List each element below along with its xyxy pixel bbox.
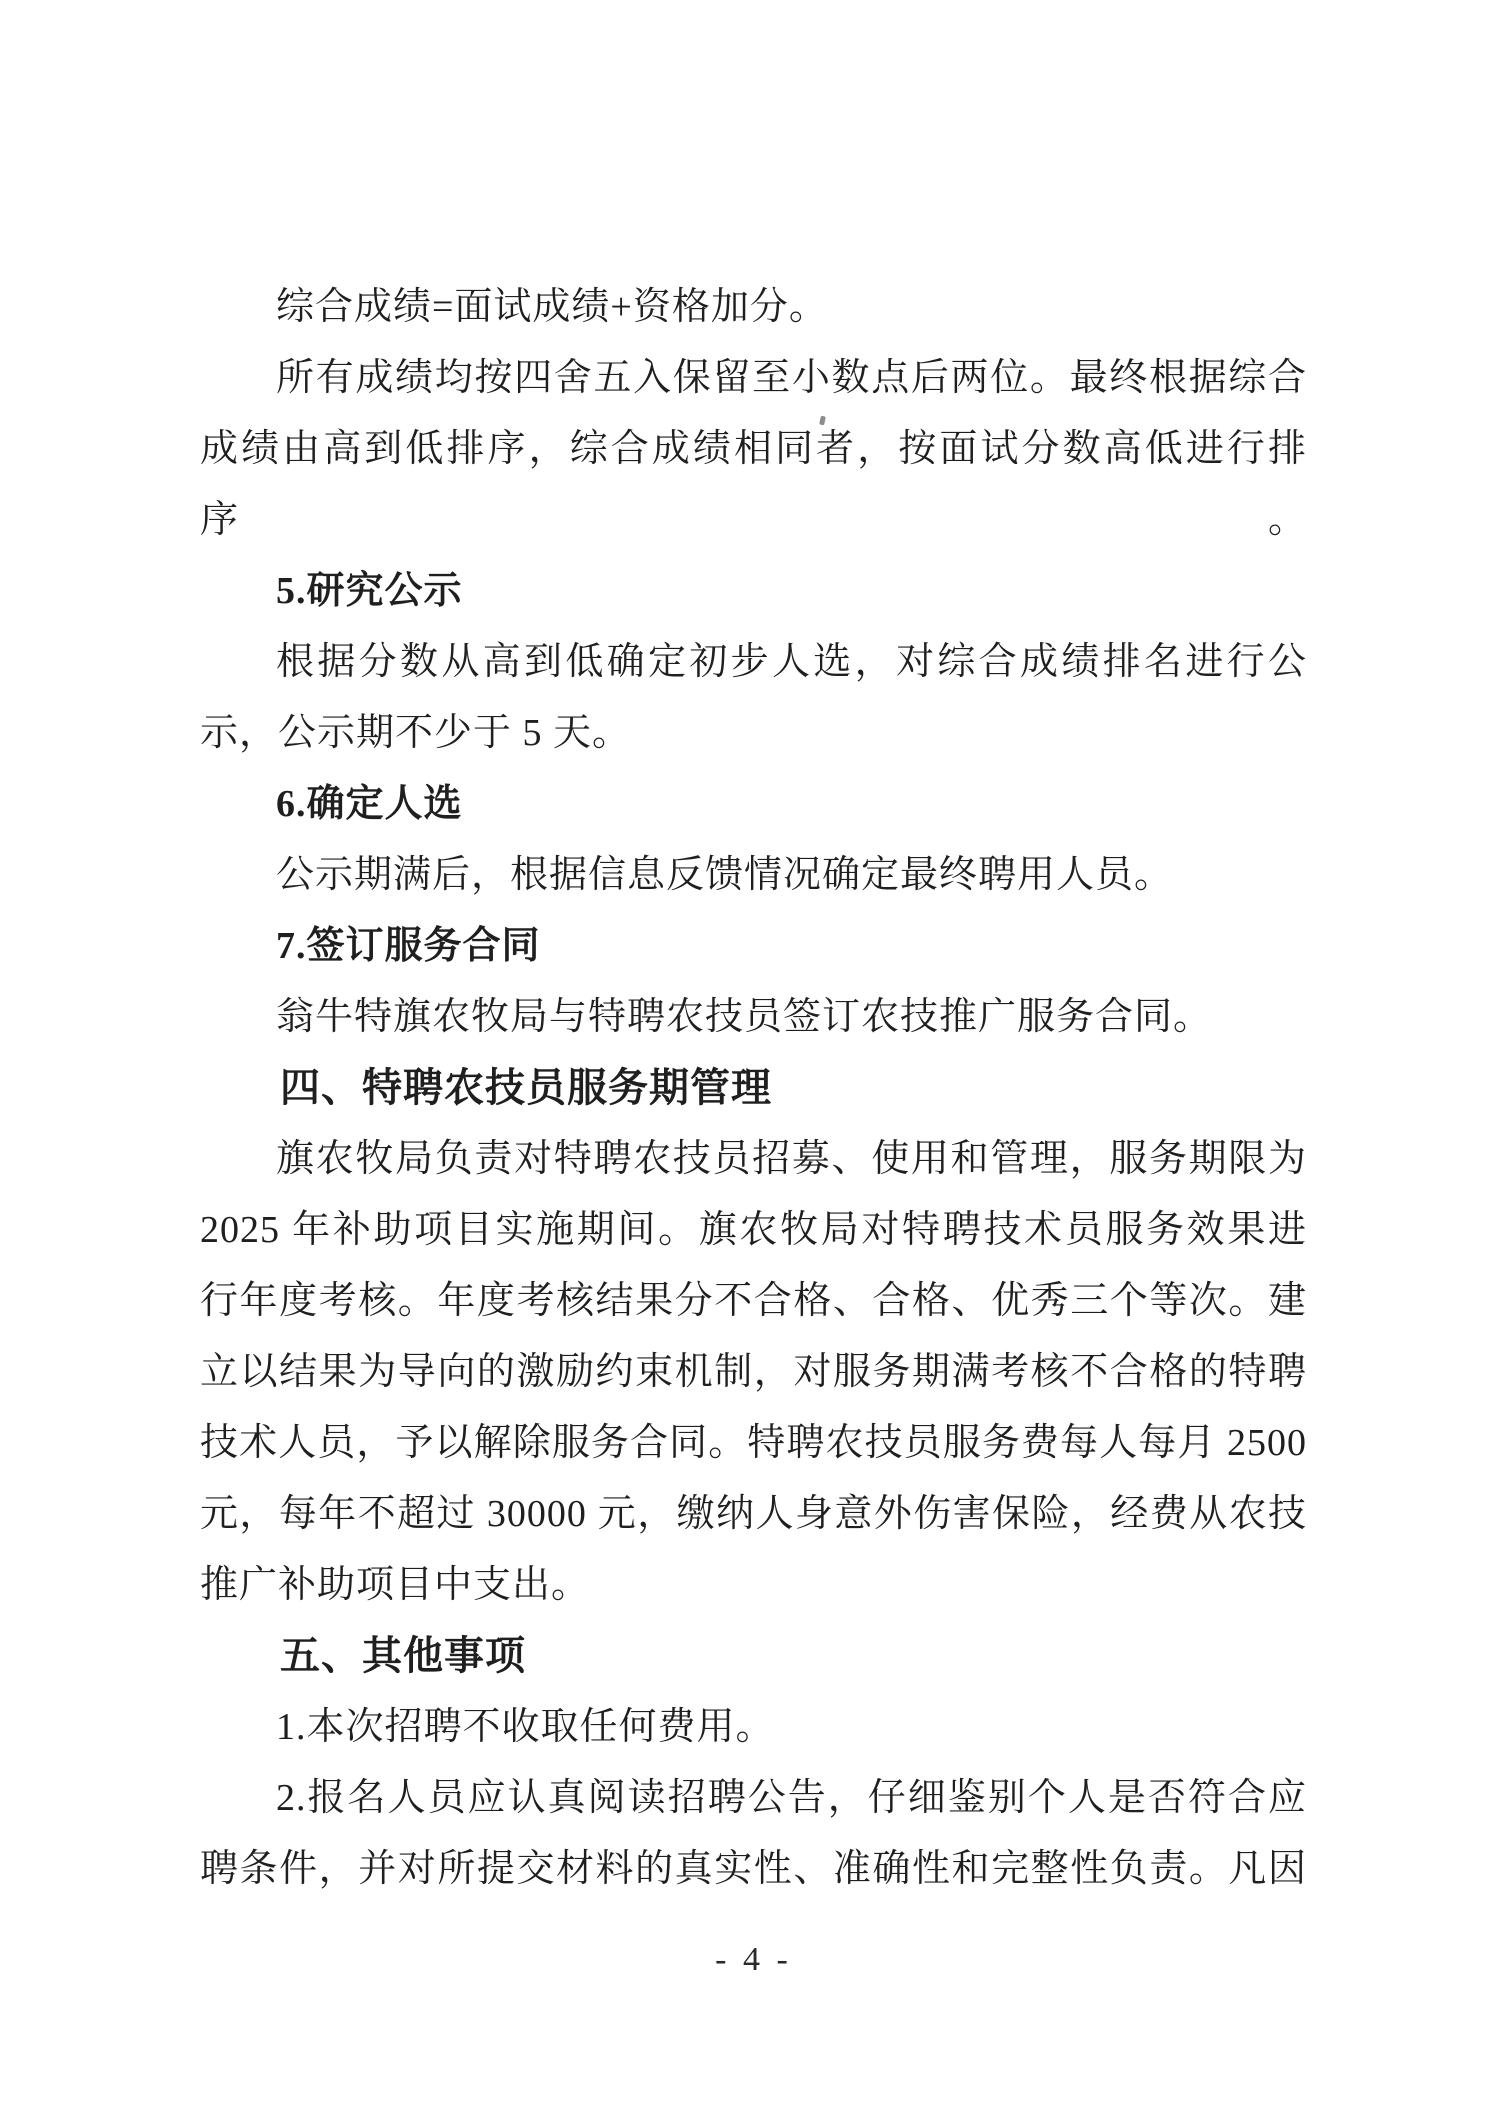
- section-heading: [200, 1053, 1307, 1124]
- heading-line: 五、其他事项: [280, 1634, 526, 1678]
- page-number: - 4 -: [715, 1941, 792, 1978]
- paragraph: [200, 1692, 1307, 1763]
- paragraph: [200, 1763, 1307, 1905]
- paragraph: [200, 627, 1307, 769]
- heading-line: 5.研究公示: [276, 570, 463, 612]
- heading-line: 6.确定人选: [276, 783, 463, 825]
- text-line: 推广补助项目中支出。: [200, 1564, 591, 1606]
- paragraph: [200, 840, 1307, 911]
- numbered-heading: [200, 769, 1307, 840]
- paragraph: [200, 343, 1307, 556]
- numbered-heading: [200, 556, 1307, 627]
- text-line: 元，每年不超过 30000 元，缴纳人身意外伤害保险，经费从农技: [200, 1493, 1307, 1535]
- text-line: 翁牛特旗农牧局与特聘农技员签订农技推广服务合同。: [276, 996, 1213, 1038]
- text-line: 技术人员，予以解除服务合同。特聘农技员服务费每人每月 2500: [200, 1422, 1307, 1464]
- paragraph: [200, 272, 1307, 343]
- text-line: 根据分数从高到低确定初步人选，对综合成绩排名进行公: [276, 641, 1307, 683]
- text-line: 2.报名人员应认真阅读招聘公告，仔细鉴别个人是否符合应: [276, 1777, 1307, 1819]
- text-line: 所有成绩均按四舍五入保留至小数点后两位。最终根据综合: [276, 357, 1307, 399]
- heading-line: 四、特聘农技员服务期管理: [280, 1066, 772, 1110]
- section-heading: [200, 1621, 1307, 1692]
- text-line: 旗农牧局负责对特聘农技员招募、使用和管理，服务期限为: [276, 1138, 1307, 1180]
- numbered-heading: [200, 911, 1307, 982]
- paragraph: [200, 1124, 1307, 1621]
- text-line: 公示期满后，根据信息反馈情况确定最终聘用人员。: [276, 854, 1174, 896]
- text-line: 1.本次招聘不收取任何费用。: [276, 1706, 775, 1748]
- text-line: 示，公示期不少于 5 天。: [200, 712, 632, 754]
- text-line: 聘条件，并对所提交材料的真实性、准确性和完整性负责。凡因: [200, 1848, 1307, 1890]
- text-line: 成绩由高到低排序，综合成绩相同者，按面试分数高低进行排序。: [200, 428, 1307, 541]
- text-line: 综合成绩=面试成绩+资格加分。: [276, 286, 828, 328]
- heading-line: 7.签订服务合同: [276, 925, 541, 967]
- text-line: 行年度考核。年度考核结果分不合格、合格、优秀三个等次。建: [200, 1280, 1307, 1322]
- paragraph: [200, 982, 1307, 1053]
- document-body: [200, 272, 1307, 1905]
- page-footer: [200, 1938, 1307, 1982]
- text-line: 立以结果为导向的激励约束机制，对服务期满考核不合格的特聘: [200, 1351, 1307, 1393]
- text-line: 2025 年补助项目实施期间。旗农牧局对特聘技术员服务效果进: [200, 1209, 1307, 1251]
